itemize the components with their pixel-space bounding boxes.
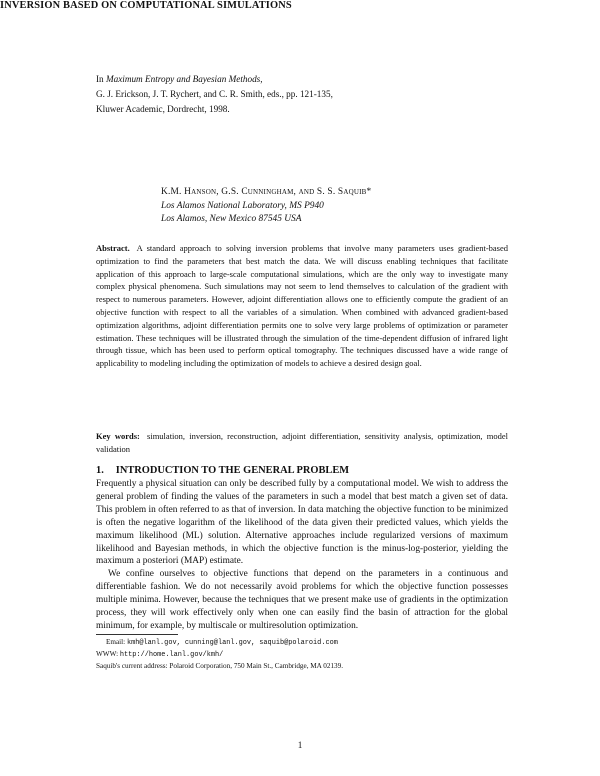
footnotes: [96, 637, 508, 672]
author-block: [161, 186, 371, 227]
pub-info-line-2: G. J. Erickson, J. T. Rychert, and C. R. Smith, eds., pp. 121-135,: [96, 89, 333, 99]
body-paragraph-2: We confine ourselves to objective functions that depend on the parameters in a continuous and differentiable fashion. We do not necessarily avoid problems for which the objective function possesses multiple minima. However, because the techniques that we present make use of gradients in the optimization process, they will work effectively only when one can easily find the basin of attraction for the global minimum, for example, by multiscale or multiresolution optimization.: [96, 569, 508, 631]
section-heading: [96, 465, 508, 476]
book-title: Maximum Entropy and Bayesian Methods,: [105, 74, 263, 84]
footnote-www: WWW: http://home.lanl.gov/kmh/: [96, 650, 224, 659]
abstract-text: A standard approach to solving inversion problems that involve many parameters uses gradient-based optimization to find the parameters that best match the data. We will discuss enabling techniques that facilitate application of this approach to large-scale computational simulations, which are the only way to investigate many complex physical phenomena. Such simulations may not seem to lend themselves to calculation of the gradient with respect to numerous parameters. However, adjoint differentiation allows one to efficiently compute the gradient of an objective function with respect to all the variables of a simulation. When combined with advanced gradient-based optimization algorithms, adjoint differentiation permits one to solve very large problems of optimization or parameter estimation. These techniques will be illustrated through the simulation of the time-dependent diffusion of infrared light through tissue, which has been used to perform optical tomography. The techniques discussed have a wide range of applicability to modeling including the optimization of models to achieve a desired design goal.: [96, 243, 509, 369]
body-text: [96, 478, 508, 633]
paper-title: INVERSION BASED ON COMPUTATIONAL SIMULATIONS: [0, 0, 292, 11]
abstract: [96, 242, 508, 370]
footnote-rule: [96, 634, 178, 635]
footnote-email: Email: kmh@lanl.gov, cunning@lanl.gov, saquib@polaroid.com: [106, 638, 338, 647]
page-number: 1: [297, 740, 303, 750]
pub-info-line-1: In Maximum Entropy and Bayesian Methods,: [96, 74, 263, 84]
affiliation-line-2: Los Alamos, New Mexico 87545 USA: [161, 214, 302, 224]
pub-info-line-3: Kluwer Academic, Dordrecht, 1998.: [96, 104, 230, 114]
abstract-label: Abstract.: [96, 243, 130, 253]
affiliation-line-1: Los Alamos National Laboratory, MS P940: [161, 200, 324, 211]
keywords-label: Key words:: [96, 431, 140, 441]
body-paragraph-1: Frequently a physical situation can only be described fully by a computational model. We wish to address the general problem of finding the values of the parameters in such a model that best match a given set of data. This problem in often referred to as that of inversion. In data matching the objective function to be minimized is often the negative logarithm of the likelihood of the data given their predicted values, which yields the maximum likelihood (ML) solution. Alternative approaches include regularized versions of maximum likelihood and Bayesian methods, in which the objective function is the minus-log-posterior, yielding the maximum a posteriori (MAP) estimate.: [96, 479, 508, 567]
keywords: [96, 430, 508, 456]
section-title: INTRODUCTION TO THE GENERAL PROBLEM: [115, 465, 350, 476]
www-link[interactable]: http://home.lanl.gov/kmh/: [119, 651, 224, 659]
author-names: K.M. Hanson, G.S. Cunningham, and S. S. Saquib*: [161, 187, 372, 197]
email-addresses: kmh@lanl.gov, cunning@lanl.gov, saquib@polaroid.com: [126, 639, 338, 647]
publication-info: [96, 72, 508, 117]
keywords-text: simulation, inversion, reconstruction, adjoint differentiation, sensitivity analysis, optimization, model validation: [96, 431, 508, 454]
footnote-saquib-address: Saquib's current address: Polaroid Corporation, 750 Main St., Cambridge, MA 02139.: [96, 662, 344, 670]
section-number: 1.: [96, 465, 104, 476]
